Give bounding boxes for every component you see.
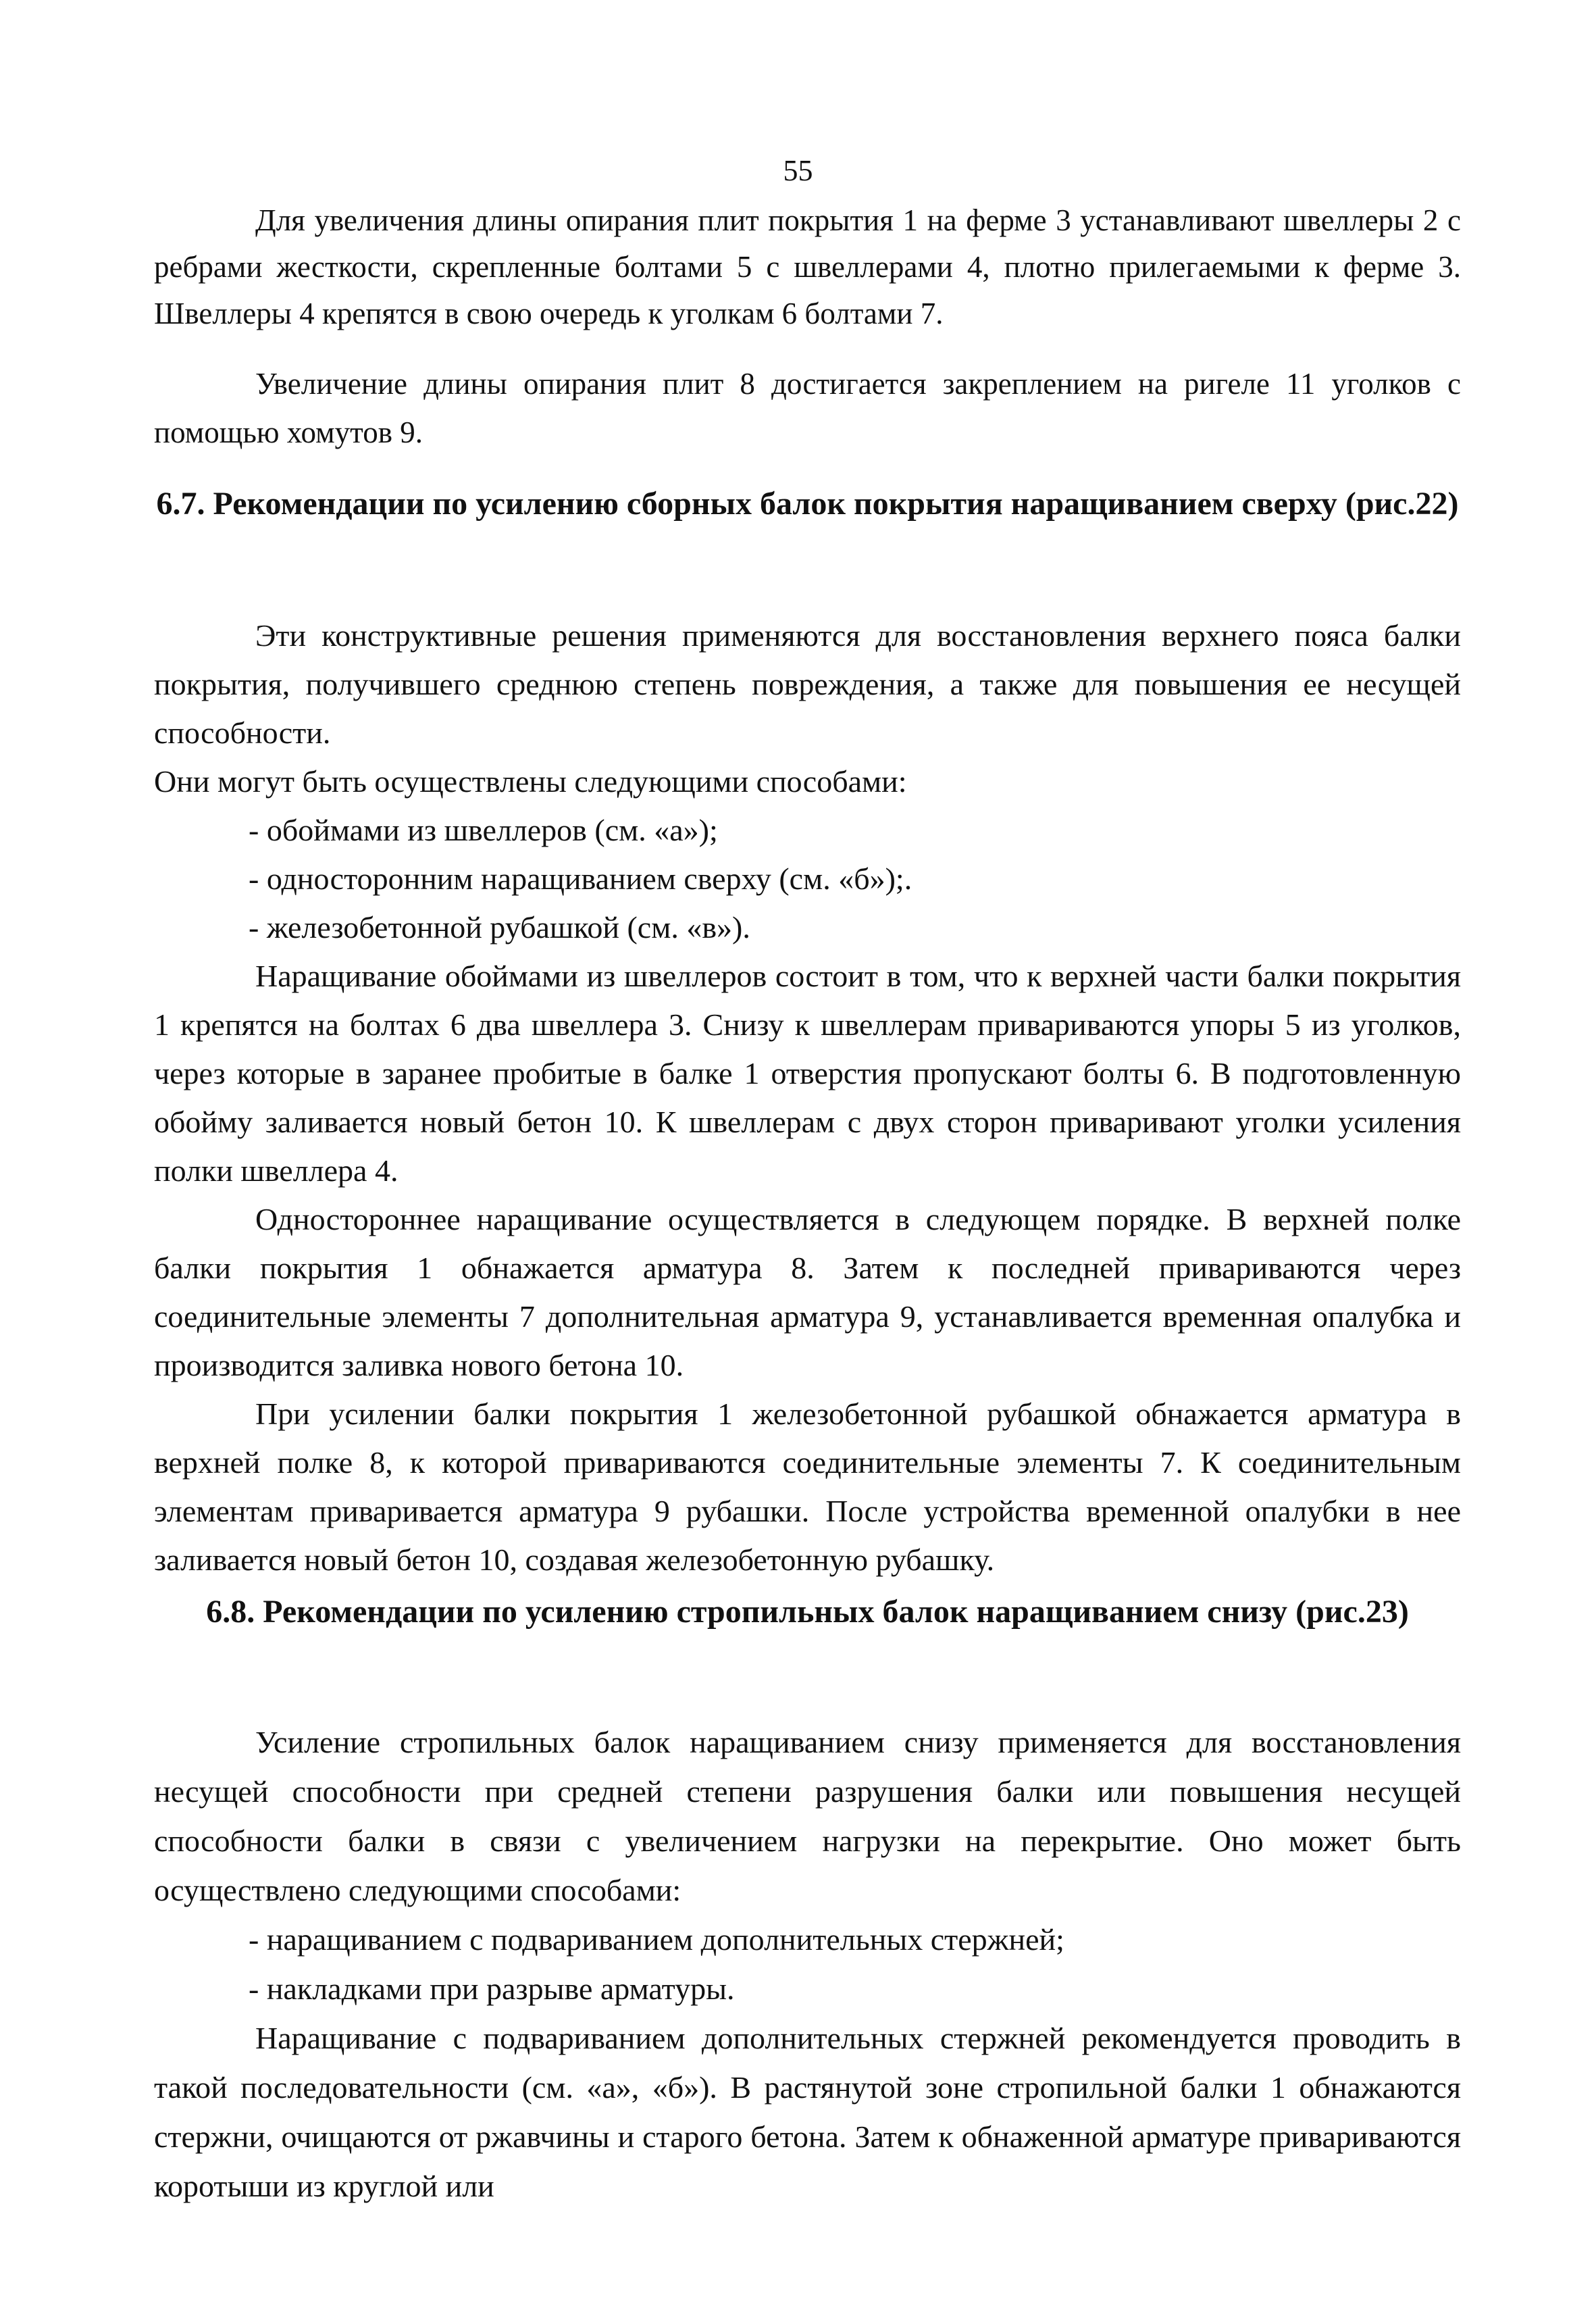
section-heading-6-7: 6.7. Рекомендации по усилению сборных балок покрытия наращиванием сверху (рис.22) bbox=[156, 486, 1459, 522]
list-item: - накладками при разрыве арматуры. bbox=[249, 1971, 735, 2006]
paragraph-text: Для увеличения длины опирания плит покрытия 1 на ферме 3 устанавливают швеллеры 2 с ребрами жесткости, скрепленные болтами 5 с швеллерами 4, плотно прилегаемыми к ферме 3. Швеллеры 4 крепятся в свою очередь к уголкам 6 болтами 7. bbox=[154, 203, 1461, 330]
section-6-8-body bbox=[154, 1717, 1461, 2211]
section-heading-6-8: 6.8. Рекомендации по усилению стропильных балок наращиванием снизу (рис.23) bbox=[206, 1594, 1409, 1630]
section-6-7-body bbox=[154, 611, 1461, 1584]
section-6-8-para-1: Усиление стропильных балок наращиванием снизу применяется для восстановления несущей способности при средней степени разрушения балки или повышения несущей способности балки в связи с увеличением нагрузки на перекрытие. Оно может быть осуществлено следующими способами: bbox=[154, 1725, 1461, 1907]
section-6-8-para-2: Наращивание с подвариванием дополнительных стержней рекомендуется проводить в такой последовательности (см. «а», «б»). В растянутой зоне стропильной балки 1 обнажаются стержни, очищаются от ржавчины и старого бетона. Затем к обнаженной арматуре привариваются коротыши из круглой или bbox=[154, 2021, 1461, 2203]
section-6-7-para-3: Наращивание обоймами из швеллеров состоит в том, что к верхней части балки покрытия 1 крепятся на болтах 6 два швеллера 3. Снизу к швеллерам привариваются упоры 5 из уголков, через которые в заранее пробитые в балке 1 отверстия пропускают болты 6. В подготовленную обойму заливается новый бетон 10. К швеллерам с двух сторон приваривают уголки усиления полки швеллера 4. bbox=[154, 959, 1461, 1188]
section-6-8-methods-list bbox=[154, 1915, 1461, 2013]
list-item: - односторонним наращиванием сверху (см. «б»);. bbox=[249, 861, 912, 896]
list-item: - наращиванием с подвариванием дополнительных стержней; bbox=[249, 1922, 1064, 1957]
section-6-7-para-1: Эти конструктивные решения применяются для восстановления верхнего пояса балки покрытия, получившего среднюю степень повреждения, а также для повышения ее несущей способности. bbox=[154, 618, 1461, 750]
paragraph-text: Увеличение длины опирания плит 8 достигается закреплением на ригеле 11 уголков с помощью хомутов 9. bbox=[154, 367, 1461, 449]
intro-paragraph-2 bbox=[154, 359, 1461, 457]
section-6-7-para-4: Одностороннее наращивание осуществляется в следующем порядке. В верхней полке балки покрытия 1 обнажается арматура 8. Затем к последней привариваются через соединительные элементы 7 дополнительная арматура 9, устанавливается временная опалубка и производится заливка нового бетона 10. bbox=[154, 1202, 1461, 1382]
section-6-7-methods-list bbox=[154, 806, 1461, 952]
list-item: - обоймами из швеллеров (см. «а»); bbox=[249, 813, 718, 847]
section-6-7-para-2: Они могут быть осуществлены следующими способами: bbox=[154, 764, 907, 799]
section-6-7-para-5: При усилении балки покрытия 1 железобетонной рубашкой обнажается арматура в верхней полке 8, к которой привариваются соединительные элементы 7. К соединительным элементам приваривается арматура 9 рубашки. После устройства временной опалубки в нее заливается новый бетон 10, создавая железобетонную рубашку. bbox=[154, 1397, 1461, 1577]
page-number: 55 bbox=[783, 154, 813, 187]
intro-paragraph-1 bbox=[154, 197, 1461, 337]
list-item: - железобетонной рубашкой (см. «в»). bbox=[249, 910, 750, 945]
